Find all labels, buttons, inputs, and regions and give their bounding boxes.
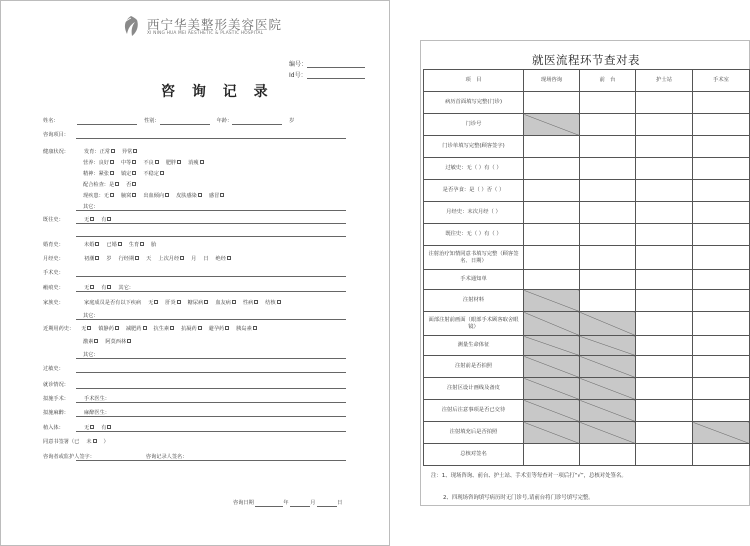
na-cell <box>580 356 636 378</box>
option-label: 年龄： <box>216 118 233 124</box>
na-cell <box>524 378 580 400</box>
checkbox[interactable] <box>95 242 99 246</box>
checklist-row <box>424 422 750 444</box>
option-label: 营养：良好 <box>83 160 109 166</box>
checklist-note-2: 2、四现场咨询填写病历时无门诊号,请前台将门诊号填写完整。 <box>443 495 594 501</box>
check-cell[interactable] <box>693 400 750 422</box>
checkbox[interactable] <box>107 217 111 221</box>
na-cell <box>580 400 636 422</box>
writing-line[interactable] <box>76 223 346 224</box>
writing-line[interactable] <box>76 402 346 403</box>
form-row <box>76 159 204 167</box>
check-cell[interactable] <box>524 246 580 270</box>
check-cell[interactable] <box>524 444 580 466</box>
option-label: 其它： <box>118 285 134 291</box>
option-label: 绝经 <box>215 256 226 262</box>
checklist-item: 病历首面填写完整(门诊) <box>424 92 524 114</box>
option-label: 岁 <box>289 118 295 124</box>
checklist-item: 月经史：末次月经（ ） <box>424 202 524 224</box>
check-cell[interactable] <box>636 180 693 202</box>
check-cell[interactable] <box>693 114 750 136</box>
option-label: 结核 <box>265 300 276 306</box>
checkbox[interactable] <box>132 160 136 164</box>
form-row <box>43 241 156 249</box>
check-cell[interactable] <box>580 444 636 466</box>
year-label: 年 <box>283 500 289 506</box>
hospital-logo <box>119 14 299 42</box>
writing-line[interactable] <box>76 276 346 277</box>
option-label: 抗凝药 <box>181 326 197 332</box>
checkbox[interactable] <box>94 339 98 343</box>
checklist-title: 就医流程环节查对表 <box>532 53 640 67</box>
writing-line[interactable] <box>76 416 346 417</box>
checkbox[interactable] <box>118 242 122 246</box>
option-label: 上次月经 <box>158 256 180 262</box>
checklist-item: 注射填充后是否拍照 <box>424 422 524 444</box>
check-cell[interactable] <box>636 224 693 246</box>
form-row <box>43 148 137 156</box>
checkbox[interactable] <box>90 217 94 221</box>
option-label: 天 <box>146 256 152 262</box>
id-label: Id号： <box>289 72 307 79</box>
check-cell[interactable] <box>524 202 580 224</box>
check-cell[interactable] <box>580 114 636 136</box>
check-cell[interactable] <box>524 224 580 246</box>
serial-field[interactable] <box>307 61 365 68</box>
checklist-item: 注射后注意事项是否已交待 <box>424 400 524 422</box>
consult-date-row <box>233 499 342 507</box>
checklist-row <box>424 400 750 422</box>
check-cell[interactable] <box>636 378 693 400</box>
hospital-emblem-icon <box>119 14 143 38</box>
writing-line[interactable] <box>76 236 346 237</box>
option-label: 激素 <box>83 339 94 345</box>
checklist-row <box>424 202 750 224</box>
option-label: 避孕药 <box>208 326 225 332</box>
option-label: 皮肤感染 <box>176 193 197 199</box>
option-label: 无 <box>84 285 90 291</box>
na-cell <box>524 336 580 356</box>
check-cell[interactable] <box>636 336 693 356</box>
option-label: 初潮 <box>84 256 95 262</box>
year-field[interactable] <box>255 500 283 507</box>
option-label: 腋窝 <box>120 193 132 199</box>
checkbox[interactable] <box>132 182 136 186</box>
writing-line[interactable] <box>76 358 346 359</box>
check-cell[interactable] <box>636 92 693 114</box>
option-label: 未婚 <box>84 242 95 248</box>
row-label: 瘢痕史： <box>43 285 64 291</box>
month-field[interactable] <box>290 500 310 507</box>
checkbox[interactable] <box>133 149 137 153</box>
check-cell[interactable] <box>580 136 636 158</box>
na-cell <box>524 312 580 336</box>
writing-line[interactable] <box>76 388 346 389</box>
checklist-item: 过敏史：无（ ）有（ ） <box>424 158 524 180</box>
check-cell[interactable] <box>580 202 636 224</box>
checklist-row <box>424 270 750 290</box>
option-label: 性别： <box>144 118 160 124</box>
check-cell[interactable] <box>636 444 693 466</box>
form-row <box>43 255 231 263</box>
checkbox[interactable] <box>140 242 144 246</box>
id-number-row <box>289 70 365 79</box>
check-cell[interactable] <box>580 224 636 246</box>
checklist-row <box>424 158 750 180</box>
option-label: 出血倾向 <box>143 193 165 199</box>
option-label: 消瘦 <box>188 160 199 166</box>
checkbox[interactable] <box>232 300 236 304</box>
check-cell[interactable] <box>636 312 693 336</box>
option-label: 有 <box>101 285 107 291</box>
form-row <box>76 192 224 200</box>
option-label: 糖尿病 <box>187 300 204 306</box>
checkbox[interactable] <box>143 326 147 330</box>
writing-line[interactable] <box>76 138 346 139</box>
check-cell[interactable] <box>693 92 750 114</box>
serial-number-row <box>289 59 365 68</box>
checklist-row <box>424 378 750 400</box>
check-cell[interactable] <box>636 422 693 444</box>
checklist-row <box>424 290 750 312</box>
check-cell[interactable] <box>580 180 636 202</box>
checkbox[interactable] <box>110 193 114 197</box>
checkbox[interactable] <box>90 425 94 429</box>
check-cell[interactable] <box>524 180 580 202</box>
checklist-row <box>424 336 750 356</box>
form-row <box>76 181 136 189</box>
serial-label: 编号： <box>289 61 308 68</box>
checkbox[interactable] <box>135 256 139 260</box>
option-label: 现疾患：无 <box>83 193 109 199</box>
form-row <box>43 269 77 277</box>
form-title: 咨 询 记 录 <box>161 84 274 100</box>
checklist-row <box>424 180 750 202</box>
hospital-name-en: XI NING HUA MEI AESTHETIC & PLASTIC HOSPITAL <box>147 31 264 36</box>
option-label: 日 <box>203 256 209 262</box>
checkbox[interactable] <box>115 182 119 186</box>
check-cell[interactable] <box>693 270 750 290</box>
check-cell[interactable] <box>636 158 693 180</box>
checkbox[interactable] <box>132 171 136 175</box>
checkbox[interactable] <box>170 326 174 330</box>
na-cell <box>580 336 636 356</box>
row-label: 健康状况： <box>43 149 69 155</box>
check-cell[interactable] <box>580 290 636 312</box>
check-cell[interactable] <box>693 378 750 400</box>
option-label: 异常 <box>121 149 133 155</box>
checklist-item: 是否孕食：是（ ）否（ ） <box>424 180 524 202</box>
option-label: 其它： <box>83 352 99 358</box>
checklist-item: 门诊单填写完整(顾客签字) <box>424 136 524 158</box>
checkbox[interactable] <box>180 256 184 260</box>
process-checklist-page <box>420 40 750 506</box>
header-front-desk: 前 台 <box>580 70 636 92</box>
check-cell[interactable] <box>580 270 636 290</box>
check-cell[interactable] <box>693 202 750 224</box>
form-row <box>43 325 257 333</box>
row-label: 既往史： <box>43 217 64 223</box>
option-label: 行经期 <box>118 256 135 262</box>
checklist-item: 测量生命体征 <box>424 336 524 356</box>
check-cell[interactable] <box>636 246 693 270</box>
check-cell[interactable] <box>693 136 750 158</box>
checklist-item: 既往史：无（ ）有（ ） <box>424 224 524 246</box>
option-label: 肥胖 <box>165 160 177 166</box>
checkbox[interactable] <box>87 326 91 330</box>
row-label: 近期用药史： <box>43 326 75 332</box>
checkbox[interactable] <box>107 285 111 289</box>
check-cell[interactable] <box>524 270 580 290</box>
row-label: 植入体： <box>43 425 64 431</box>
na-cell <box>580 422 636 444</box>
form-row <box>43 438 109 446</box>
check-cell[interactable] <box>693 246 750 270</box>
text-field[interactable] <box>232 118 282 125</box>
row-label: 拟施麻醉： <box>43 410 69 416</box>
row-label: 就诊情况： <box>43 382 69 388</box>
checklist-row <box>424 224 750 246</box>
option-label: 精神：紧张 <box>83 171 109 177</box>
writing-line[interactable] <box>76 210 346 211</box>
check-cell[interactable] <box>693 356 750 378</box>
check-cell[interactable] <box>580 246 636 270</box>
check-cell[interactable] <box>693 224 750 246</box>
option-label: 不稳定 <box>143 171 159 177</box>
option-label: 肝炎 <box>165 300 176 306</box>
na-cell <box>580 312 636 336</box>
month-label: 月 <box>310 500 316 506</box>
header-consult: 现场咨询 <box>524 70 580 92</box>
checkbox[interactable] <box>132 193 136 197</box>
checklist-item: 注射材料 <box>424 290 524 312</box>
header-nurse-station: 护士站 <box>636 70 693 92</box>
checkbox[interactable] <box>155 160 159 164</box>
check-cell[interactable] <box>693 290 750 312</box>
form-row <box>43 381 77 389</box>
checkbox[interactable] <box>198 326 202 330</box>
checkbox[interactable] <box>107 425 111 429</box>
option-label: 咨询记录人签名： <box>145 454 188 460</box>
checklist-item: 注射前是否拍照 <box>424 356 524 378</box>
row-label: 婚育史： <box>43 242 64 248</box>
text-field[interactable] <box>77 118 137 125</box>
option-label: 无 <box>81 326 87 332</box>
row-label: 拟施手术： <box>43 396 69 402</box>
option-label: ） <box>103 439 109 445</box>
option-label: 感冒 <box>208 193 220 199</box>
checklist-table <box>423 69 750 466</box>
na-cell <box>580 378 636 400</box>
option-label: 无 <box>84 217 90 223</box>
option-label: 无 <box>84 425 90 431</box>
option-label: 岁 <box>106 256 112 262</box>
option-label: 月 <box>191 256 197 262</box>
form-row <box>76 338 131 346</box>
writing-line[interactable] <box>76 460 346 461</box>
checklist-row <box>424 136 750 158</box>
na-cell <box>524 422 580 444</box>
option-label: 性病 <box>242 300 254 306</box>
option-label: 麻醉医生： <box>84 410 110 416</box>
na-cell <box>524 290 580 312</box>
option-label: 不良 <box>143 160 154 166</box>
header-operating-room: 手术室 <box>693 70 750 92</box>
option-label: 配合检查：是 <box>83 182 115 188</box>
writing-line[interactable] <box>76 431 346 432</box>
checkbox[interactable] <box>177 300 181 304</box>
day-label: 日 <box>337 500 343 506</box>
row-label: 过敏史： <box>43 366 64 372</box>
checkbox[interactable] <box>115 326 119 330</box>
id-field[interactable] <box>307 72 365 79</box>
option-label: 血友病 <box>215 300 231 306</box>
checklist-item: 面部注射前画面（眼部手术顾客取舍眼镜） <box>424 312 524 336</box>
option-label: 胎 <box>151 242 157 248</box>
checkbox[interactable] <box>160 171 164 175</box>
row-label: 手术史： <box>43 270 64 276</box>
check-cell[interactable] <box>693 336 750 356</box>
row-label: 家族史： <box>43 300 64 306</box>
checkbox[interactable] <box>90 285 94 289</box>
checklist-row <box>424 92 750 114</box>
checklist-row <box>424 114 750 136</box>
checkbox[interactable] <box>220 193 224 197</box>
form-row <box>43 365 77 373</box>
checklist-header-row <box>424 70 750 92</box>
na-cell <box>524 114 580 136</box>
checklist-item: 手术通知单 <box>424 270 524 290</box>
option-label: 中等 <box>120 160 132 166</box>
checkbox[interactable] <box>200 160 204 164</box>
check-cell[interactable] <box>693 180 750 202</box>
option-label: 手术医生： <box>84 396 110 402</box>
checklist-note-1: 注：1、现场咨询、前台、护士站、手术室等每查对一项后打“√”，总核对处签名。 <box>431 473 627 479</box>
checkbox[interactable] <box>165 193 169 197</box>
checklist-item: 门诊号 <box>424 114 524 136</box>
checkbox[interactable] <box>110 160 114 164</box>
form-row <box>43 117 294 125</box>
option-label: 已婚 <box>106 242 117 248</box>
check-cell[interactable] <box>580 158 636 180</box>
option-label: 阿莫西林 <box>105 339 127 345</box>
check-cell[interactable] <box>580 92 636 114</box>
form-row <box>43 299 281 307</box>
checklist-item: 总核对签名 <box>424 444 524 466</box>
header-item: 项 目 <box>424 70 524 92</box>
checkbox[interactable] <box>111 149 115 153</box>
checklist-row <box>424 246 750 270</box>
text-field[interactable] <box>160 118 210 125</box>
option-label: 其它： <box>83 313 99 319</box>
checklist-row <box>424 356 750 378</box>
writing-line[interactable] <box>76 372 346 373</box>
check-cell[interactable] <box>636 356 693 378</box>
checkbox[interactable] <box>225 326 229 330</box>
checkbox[interactable] <box>154 300 158 304</box>
option-label: 家庭成员是否有以下疾病 <box>84 300 142 306</box>
option-label: 否 <box>126 182 132 188</box>
option-label: 无 <box>148 300 154 306</box>
day-field[interactable] <box>317 500 337 507</box>
check-cell[interactable] <box>636 202 693 224</box>
row-label: 月经史： <box>43 256 64 262</box>
row-label: 同意书签署（已 <box>43 439 80 445</box>
hospital-name-cn: 西宁华美整形美容医院 <box>147 17 283 32</box>
checkbox[interactable] <box>253 326 257 330</box>
check-cell[interactable] <box>636 270 693 290</box>
option-label: 镇静药 <box>98 326 114 332</box>
writing-line[interactable] <box>76 291 346 292</box>
check-cell[interactable] <box>524 158 580 180</box>
checklist-row <box>424 312 750 336</box>
checkbox[interactable] <box>110 171 114 175</box>
check-cell[interactable] <box>636 114 693 136</box>
option-label: 生育 <box>128 242 140 248</box>
na-cell <box>524 356 580 378</box>
check-cell[interactable] <box>636 400 693 422</box>
row-label: 咨询项目： <box>43 132 69 138</box>
checkbox[interactable] <box>204 300 208 304</box>
row-label: 咨询者或监护人签字： <box>43 454 95 460</box>
check-cell[interactable] <box>693 158 750 180</box>
option-label: 其它： <box>83 204 99 210</box>
checkbox[interactable] <box>254 300 258 304</box>
option-label: 减肥药 <box>125 326 142 332</box>
form-row <box>43 131 77 139</box>
writing-line[interactable] <box>76 319 346 320</box>
consult-date-label: 咨询日期 <box>233 500 254 506</box>
checklist-row <box>424 444 750 466</box>
option-label: 抗生素 <box>153 326 170 332</box>
checkbox[interactable] <box>277 300 281 304</box>
row-label: 姓名： <box>43 118 59 124</box>
option-label: 胰岛素 <box>236 326 252 332</box>
na-cell <box>693 422 750 444</box>
checkbox[interactable] <box>95 256 99 260</box>
check-cell[interactable] <box>693 444 750 466</box>
checkbox[interactable] <box>93 439 97 443</box>
checkbox[interactable] <box>127 339 131 343</box>
checklist-item: 注射治疗知情同意书填写完整（顾客签名、日期） <box>424 246 524 270</box>
checkbox[interactable] <box>198 193 202 197</box>
check-cell[interactable] <box>693 312 750 336</box>
option-label: 有 <box>101 425 107 431</box>
option-label: 有 <box>101 217 107 223</box>
option-label: 镇定 <box>120 171 132 177</box>
check-cell[interactable] <box>636 290 693 312</box>
checklist-item: 注射区设计画线及备皮 <box>424 378 524 400</box>
form-row <box>76 170 164 178</box>
check-cell[interactable] <box>524 92 580 114</box>
checkbox[interactable] <box>177 160 181 164</box>
check-cell[interactable] <box>524 136 580 158</box>
na-cell <box>524 400 580 422</box>
checkbox[interactable] <box>227 256 231 260</box>
check-cell[interactable] <box>636 136 693 158</box>
option-label: 发育：正常 <box>84 149 110 155</box>
option-label: 未 <box>86 439 92 445</box>
